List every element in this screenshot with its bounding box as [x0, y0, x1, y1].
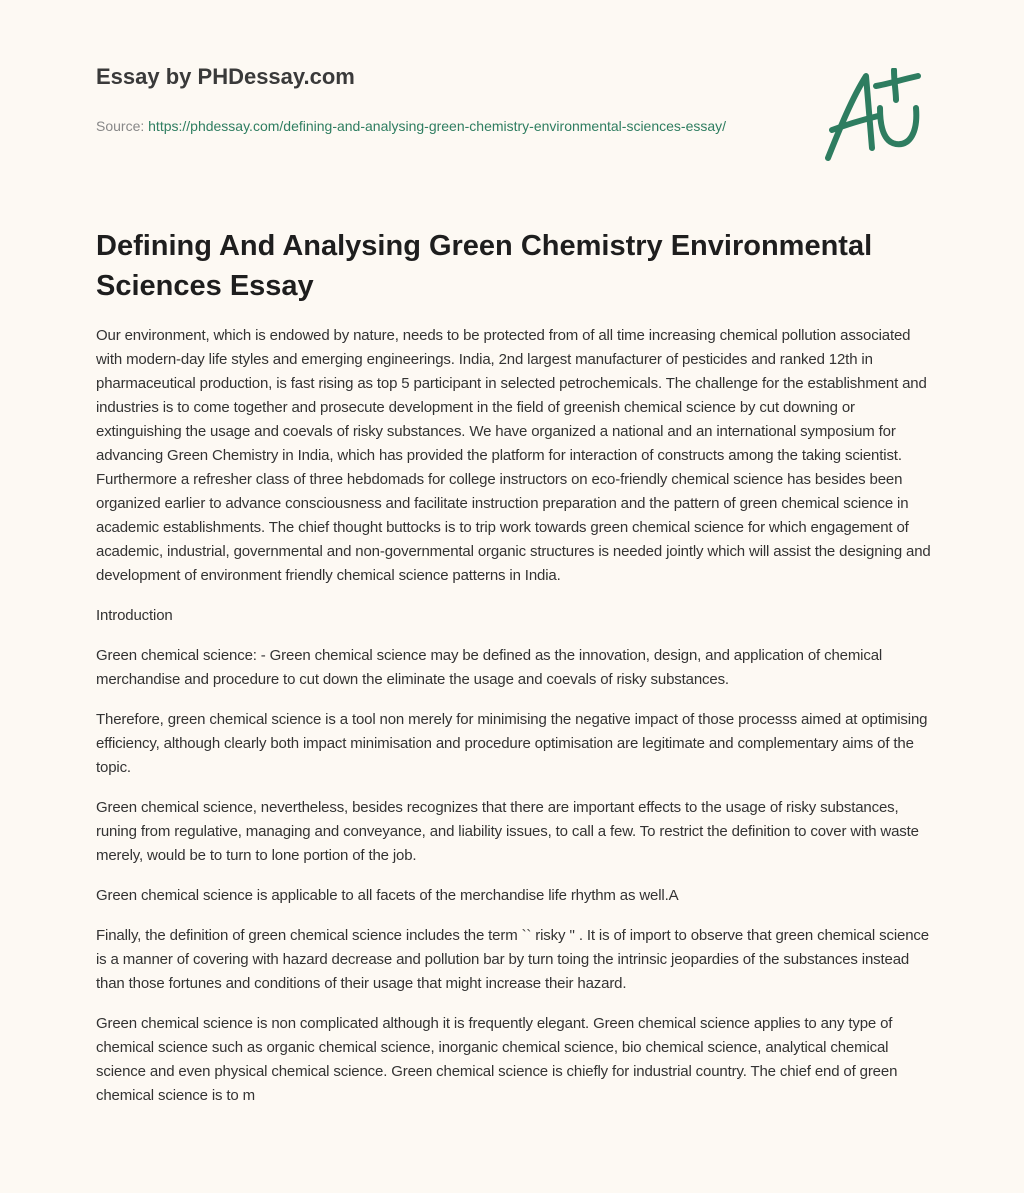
section-heading-introduction: Introduction: [96, 607, 173, 624]
source-line: [96, 114, 736, 138]
source-label: Source:: [96, 118, 149, 134]
a-plus-logo-icon: [818, 68, 930, 164]
paragraph: Green chemical science: - Green chemical science may be defined as the innovation, design, and application of chemical merchandise and procedure to cut down the eliminate the usage and coevals of risky substances.: [96, 647, 883, 688]
paragraph: Our environment, which is endowed by nature, needs to be protected from of all time increasing chemical pollution associated with modern-day life styles and emerging engineerings. India, 2nd largest manufacturer of pesticides and ranked 12th in pharmaceutical production, is fast rising as top 5 participant in selected petrochemicals. The challenge for the establishment and industries is to come together and prosecute development in the field of greenish chemical science by cut downing or extinguishing the usage and coevals of risky substances. We have organized a national and an international symposium for advancing Green Chemistry in India, which has provided the platform for interaction of constructs among the taking scientist. Furthermore a refresher class of three hebdomads for college instructors on eco-friendly chemical science has besides been organized earlier to advance consciousness and facilitate instruction preparation and the pattern of green chemical science in academic establishments. The chief thought buttocks is to trip work towards green chemical science for which engagement of academic, industrial, governmental and non-governmental organic structures is needed jointly which will assist the designing and development of environment friendly chemical science patterns in India.: [96, 327, 931, 584]
paragraph: Therefore, green chemical science is a tool non merely for minimising the negative impact of those processs aimed at optimising efficiency, although clearly both impact minimisation and procedure optimisation are legitimate and complementary aims of the topic.: [96, 711, 928, 776]
source-link[interactable]: https://phdessay.com/defining-and-analysing-green-chemistry-environmental-sciences-essay/: [148, 118, 727, 134]
paragraph: Green chemical science, nevertheless, besides recognizes that there are important effects to the usage of risky substances, runing from regulative, managing and conveyance, and liability issues, to call a few. To restrict the definition to cover with waste merely, would be to turn to lone portion of the job.: [96, 799, 919, 864]
paragraph: Green chemical science is non complicated although it is frequently elegant. Green chemical science applies to any type of chemical science such as organic chemical science, inorganic chemical science, bio chemical science, analytical chemical science and even physical chemical science. Green chemical science is chiefly for industrial country. The chief end of green chemical science is to m: [96, 1015, 898, 1104]
essay-title: Defining And Analysing Green Chemistry Environmental Sciences Essay: [96, 230, 873, 302]
paragraph: Green chemical science is applicable to all facets of the merchandise life rhythm as well.A: [96, 887, 679, 904]
essay-body: [96, 324, 932, 1124]
page-header: [96, 64, 796, 138]
brand-title: Essay by PHDessay.com: [96, 64, 355, 89]
paragraph: Finally, the definition of green chemical science includes the term `` risky '' . It is of import to observe that green chemical science is a manner of covering with hazard decrease and pollution bar by turn toing the intrinsic jeopardies of the substances instead than those fortunes and conditions of their usage that might increase their hazard.: [96, 927, 929, 992]
